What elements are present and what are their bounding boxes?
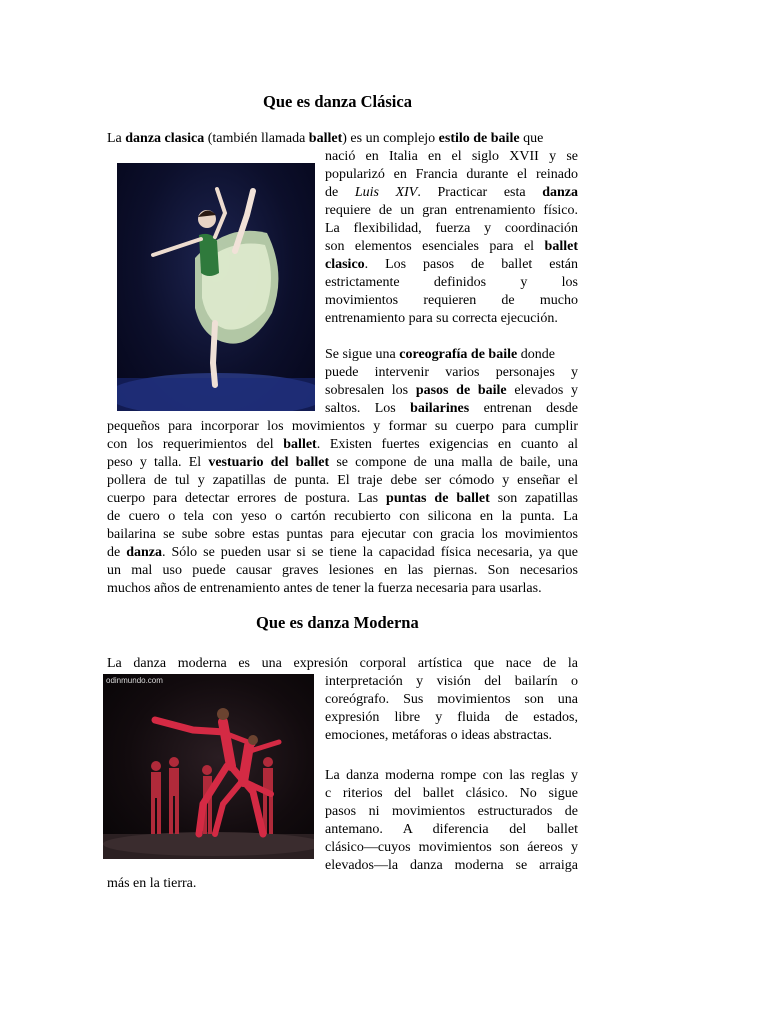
text-line: coreógrafo. Sus movimientos son una [325,692,578,707]
bold-term: danza clasica [125,131,205,146]
text-line: más en la tierra. [107,876,197,891]
text-line: con los requerimientos del ballet. Existen fuertes exigencias en cuanto al [107,437,578,452]
text-line: un mal uso puede causar graves lesiones en las piernas. Son necesarios [107,563,578,578]
text-line: requiere de un gran entrenamiento físico. [325,203,578,218]
bold-term: bailarines [410,401,470,416]
text-line: c riterios del ballet clásico. No sigue [325,786,578,801]
text-line: elevados—la danza moderna se arraiga [325,858,578,873]
italic-term: Luis XIV [354,185,418,200]
text-line: pollera de tul y zapatillas de punta. El traje debe ser cómodo y enseñar el [107,473,578,488]
bold-term: danza [126,545,162,560]
text-line: movimientos requieren de mucho [325,293,578,308]
text-line: son elementos esenciales para el ballet [325,239,578,254]
text-line: emociones, metáforas o ideas abstractas. [325,728,553,743]
text-line: bailarina se sube sobre estas puntas para ejecutar con gracia los movimientos [107,527,578,542]
text-line: nació en Italia en el siglo XVII y se [325,149,578,164]
section-title-classical: Que es danza Clásica [263,92,412,111]
text-line: cuerpo para detectar errores de postura. Las puntas de ballet son zapatillas [107,491,578,506]
text-line: Se sigue una coreografía de baile donde [325,347,555,362]
text-line: de danza. Sólo se pueden usar si se tiene la capacidad física necesaria, ya que [107,545,578,560]
text-line: antemano. A diferencia del ballet [325,822,578,837]
text-line: de cuero o tela con yeso o cartón recubierto con silicona en la punta. La [107,509,578,524]
text-line: La danza moderna es una expresión corporal artística que nace de la [107,656,578,671]
bold-term: estilo de baile [438,131,520,146]
text-line: sobresalen los pasos de baile elevados y [325,383,579,398]
text-line: entrenamiento para su correcta ejecución. [325,311,558,326]
text-line: popularizó en Francia durante el reinado [325,167,578,182]
bold-term: ballet [283,437,317,452]
bold-term: puntas de ballet [386,491,490,506]
bold-term: ballet [544,239,578,254]
text-line: La flexibilidad, fuerza y coordinación [325,221,578,236]
modern-dance-photo [103,674,314,859]
text-line: pasos ni movimientos estructurados de [325,804,578,819]
text-line: de Luis XIV. Practicar esta danza [325,185,579,200]
text-line: La danza moderna rompe con las reglas y [325,768,578,783]
text-line: peso y talla. El vestuario del ballet se compone de una malla de baile, una [107,455,579,470]
section-title-modern: Que es danza Moderna [256,613,419,632]
text-line: pequeños para incorporar los movimientos y formar su cuerpo para cumplir [107,419,578,434]
bold-term: coreografía de baile [399,347,518,362]
text-line: La danza clasica (también llamada ballet) es un complejo estilo de baile que [107,131,544,146]
text-line: clasico. Los pasos de ballet están [325,257,578,272]
text-line: clásico—cuyos movimientos son áereos y [325,840,578,855]
text-line: estrictamente definidos y los [325,275,578,290]
bold-term: danza [542,185,579,200]
ballet-dancer-photo [117,163,315,411]
text-line: puede intervenir varios personajes y [325,365,578,380]
bold-term: clasico [325,257,365,272]
text-line: saltos. Los bailarines entrenan desde [325,401,578,416]
photo-watermark: odinmundo.com [106,676,163,685]
bold-term: vestuario del ballet [208,455,330,470]
text-line: expresión libre y fluida de estados, [325,710,578,725]
bold-term: ballet [308,131,343,146]
bold-term: pasos de baile [415,383,507,398]
text-line: interpretación y visión del bailarín o [325,674,578,689]
text-line: muchos años de entrenamiento antes de tener la fuerza necesaria para usarlas. [107,581,542,596]
